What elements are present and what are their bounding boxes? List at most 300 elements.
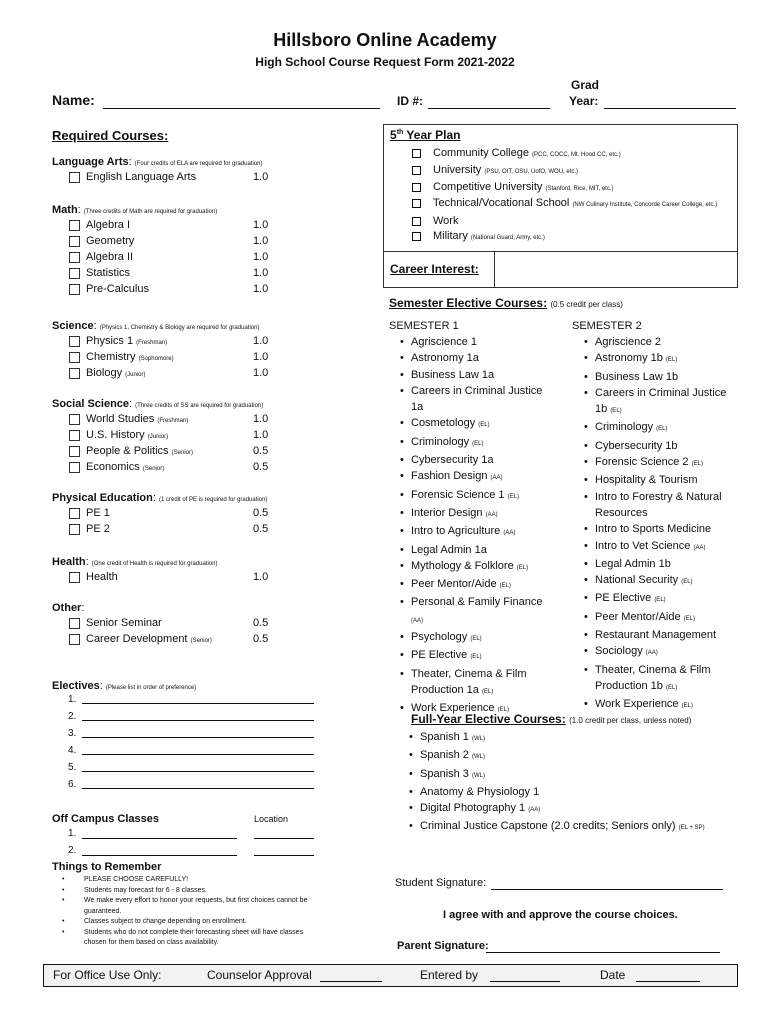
course-row bbox=[69, 459, 372, 475]
course-checkbox[interactable] bbox=[69, 172, 80, 183]
course-list-item bbox=[582, 627, 732, 643]
course-list-item bbox=[398, 383, 548, 416]
course-name: Theater, Cinema & Film Production 1b bbox=[595, 663, 711, 692]
course-checkbox[interactable] bbox=[69, 508, 80, 519]
elective-lines bbox=[52, 694, 322, 796]
course-row bbox=[69, 249, 372, 265]
section-colon: : bbox=[81, 602, 85, 614]
course-credit: 1.0 bbox=[253, 219, 269, 231]
course-tag: (WL) bbox=[472, 754, 485, 761]
course-name: Peer Mentor/Aide bbox=[595, 610, 681, 623]
course-section bbox=[52, 320, 372, 381]
course-row bbox=[69, 569, 372, 585]
course-name: Hospitality & Tourism bbox=[595, 474, 698, 487]
course-level: (Freshman) bbox=[136, 340, 168, 346]
course-name: Health bbox=[86, 571, 118, 583]
section-name: Social Science bbox=[52, 398, 130, 410]
course-credit: 1.0 bbox=[253, 429, 269, 441]
course-tag: (AA) bbox=[528, 807, 541, 814]
course-row bbox=[69, 349, 372, 365]
elective-line bbox=[52, 745, 322, 762]
course-name: Physics 1 bbox=[86, 335, 134, 347]
course-checkbox[interactable] bbox=[69, 446, 80, 457]
option-checkbox[interactable] bbox=[412, 183, 421, 192]
option-note: (PSU, OIT, OSU, UofO, WOU, etc.) bbox=[484, 169, 579, 175]
student-signature-label: Student Signature: bbox=[395, 877, 487, 889]
full-year-list bbox=[407, 729, 737, 837]
counselor-approval-field[interactable] bbox=[320, 967, 382, 982]
course-list-item bbox=[582, 662, 732, 697]
course-row bbox=[69, 333, 372, 349]
elective-field[interactable] bbox=[82, 737, 314, 738]
course-name: Intro to Sports Medicine bbox=[595, 523, 712, 536]
course-tag: (EL) bbox=[516, 564, 529, 571]
career-divider bbox=[384, 251, 737, 252]
section-name: Health bbox=[52, 556, 86, 568]
course-name: Digital Photography 1 bbox=[420, 802, 526, 815]
career-divider-vertical bbox=[494, 251, 495, 287]
section-colon: : bbox=[152, 492, 159, 504]
course-tag: (EL) bbox=[665, 357, 678, 364]
course-level: (Senior) bbox=[142, 466, 165, 472]
course-checkbox[interactable] bbox=[69, 368, 80, 379]
course-name: Geometry bbox=[86, 235, 135, 247]
course-name: U.S. History bbox=[86, 429, 145, 441]
id-field[interactable] bbox=[428, 94, 550, 109]
option-note: (Stanford, Rice, MIT, etc.) bbox=[545, 186, 614, 192]
section-colon: : bbox=[129, 398, 136, 410]
course-name: Sociology bbox=[595, 645, 643, 658]
course-credit: 1.0 bbox=[253, 335, 269, 347]
office-use-label: For Office Use Only: bbox=[53, 968, 162, 982]
semester-electives-title: Semester Elective Courses: bbox=[389, 296, 548, 310]
remember-item: • PLEASE CHOOSE CAREFULLY! bbox=[52, 875, 312, 886]
course-checkbox[interactable] bbox=[69, 634, 80, 645]
course-list-item bbox=[582, 350, 732, 368]
course-checkbox[interactable] bbox=[69, 236, 80, 247]
course-name: Restaurant Management bbox=[595, 629, 717, 642]
section-name: Science bbox=[52, 320, 94, 332]
course-name: Spanish 1 bbox=[420, 731, 469, 743]
course-checkbox[interactable] bbox=[69, 284, 80, 295]
course-credit: 1.0 bbox=[253, 367, 269, 379]
course-list-item bbox=[582, 643, 732, 661]
section-name: Physical Education bbox=[52, 492, 153, 504]
course-row bbox=[69, 169, 372, 185]
section-note: (One credit of Health is required for graduation) bbox=[91, 561, 218, 567]
course-tag: (EL) bbox=[499, 583, 512, 590]
course-name: Statistics bbox=[86, 267, 131, 279]
section-heading bbox=[52, 398, 372, 410]
career-interest-field[interactable] bbox=[496, 253, 734, 285]
course-row bbox=[69, 233, 372, 249]
remember-item: • Students who do not complete their forecasting sheet will have classes chosen for them based on class availability. bbox=[52, 928, 312, 949]
course-list-item bbox=[398, 576, 548, 594]
course-list-item bbox=[398, 452, 548, 468]
course-name: Intro to Vet Science bbox=[595, 539, 691, 552]
course-tag: (EL) bbox=[681, 579, 693, 586]
section-colon: : bbox=[85, 556, 92, 568]
section-note: (Three credits of Math are required for graduation) bbox=[83, 209, 218, 215]
location-label: Location bbox=[254, 814, 289, 824]
section-heading bbox=[52, 556, 372, 568]
course-row bbox=[69, 411, 372, 427]
fifth-year-text: Year Plan bbox=[406, 128, 461, 142]
course-tag: (EL) bbox=[472, 440, 484, 447]
course-name: Agriscience 2 bbox=[595, 336, 662, 348]
option-label: University bbox=[433, 164, 482, 176]
course-section bbox=[52, 156, 372, 185]
course-name: Senior Seminar bbox=[86, 617, 162, 629]
elective-number: 3. bbox=[68, 728, 77, 739]
fifth-year-options bbox=[412, 146, 734, 246]
course-name: Careers in Criminal Justice 1b bbox=[595, 386, 727, 416]
course-tag: (EL) bbox=[683, 615, 696, 622]
course-credit: 0.5 bbox=[253, 507, 269, 519]
elective-field[interactable] bbox=[82, 788, 314, 789]
elective-line bbox=[52, 779, 322, 796]
course-name: Economics bbox=[86, 461, 140, 473]
course-credit: 1.0 bbox=[253, 251, 269, 263]
fifth-year-option bbox=[412, 163, 734, 180]
course-name: Astronomy 1b bbox=[595, 352, 663, 365]
office-use-box bbox=[43, 964, 738, 987]
course-list-item bbox=[398, 334, 548, 350]
option-checkbox[interactable] bbox=[412, 199, 421, 208]
course-checkbox[interactable] bbox=[69, 336, 80, 347]
elective-number: 2. bbox=[68, 711, 77, 722]
course-list-item bbox=[398, 647, 548, 665]
date-field[interactable] bbox=[636, 967, 700, 982]
course-name: Legal Admin 1a bbox=[411, 543, 487, 556]
semester-1-label: SEMESTER 1 bbox=[389, 320, 459, 332]
course-name: Pre-Calculus bbox=[86, 283, 149, 295]
course-name: Agriscience 1 bbox=[411, 336, 478, 348]
course-tag: (EL) bbox=[654, 597, 666, 604]
course-credit: 1.0 bbox=[253, 267, 269, 279]
course-section bbox=[52, 204, 372, 297]
course-tag: (AA) bbox=[645, 650, 658, 657]
section-name: Other bbox=[52, 602, 82, 614]
course-level: (Senior) bbox=[190, 638, 212, 644]
course-checkbox[interactable] bbox=[69, 524, 80, 535]
fifth-year-option bbox=[412, 229, 734, 246]
course-name: Criminology bbox=[411, 435, 470, 448]
option-label: Technical/Vocational School bbox=[433, 197, 570, 209]
course-name: Mythology & Folklore bbox=[411, 559, 514, 572]
course-name: PE 2 bbox=[86, 523, 110, 535]
name-label: Name: bbox=[52, 92, 95, 108]
course-tag: (EL) bbox=[497, 707, 509, 714]
course-name: Career Development bbox=[86, 633, 188, 645]
course-name: Theater, Cinema & Film Production 1a bbox=[411, 667, 527, 696]
option-checkbox[interactable] bbox=[412, 166, 421, 175]
course-checkbox[interactable] bbox=[69, 430, 80, 441]
remember-item: • We make every effort to honor your requests, but first choices cannot be guaranteed. bbox=[52, 896, 312, 917]
course-tag: (EL) bbox=[665, 684, 678, 691]
course-list-item bbox=[407, 747, 737, 765]
elective-field[interactable] bbox=[82, 703, 314, 704]
course-section bbox=[52, 556, 372, 585]
course-tag: (AA) bbox=[485, 511, 498, 518]
parent-signature-field[interactable] bbox=[486, 939, 720, 953]
course-tag: (EL) bbox=[656, 426, 668, 433]
course-name: World Studies bbox=[86, 413, 155, 425]
course-name: Criminology bbox=[595, 421, 654, 434]
course-name: Algebra II bbox=[86, 251, 134, 263]
course-name: English Language Arts bbox=[86, 171, 197, 183]
option-label: Competitive University bbox=[433, 181, 543, 193]
agreement-text: I agree with and approve the course choices. bbox=[443, 909, 678, 921]
course-list-item bbox=[582, 521, 732, 537]
grad-year-field[interactable] bbox=[604, 94, 736, 109]
course-name: Forensic Science 2 bbox=[595, 456, 689, 469]
course-tag: (AA) bbox=[693, 544, 706, 551]
course-name: Biology bbox=[86, 367, 123, 379]
course-level: (Sophomore) bbox=[138, 356, 174, 362]
off-campus-heading: Off Campus Classes bbox=[52, 813, 159, 825]
elective-line bbox=[52, 711, 322, 728]
course-name: People & Politics bbox=[86, 445, 169, 457]
section-note: (Physics 1, Chemistry & Biology are required for graduation) bbox=[99, 325, 260, 331]
section-note: (1 credit of PE is required for graduation) bbox=[159, 497, 268, 503]
section-colon: : bbox=[93, 320, 100, 332]
course-name: Cybersecurity 1a bbox=[411, 454, 494, 467]
course-credit: 0.5 bbox=[253, 523, 269, 535]
remember-heading: Things to Remember bbox=[52, 861, 162, 873]
course-row bbox=[69, 521, 372, 537]
elective-line bbox=[52, 762, 322, 779]
course-credit: 0.5 bbox=[253, 617, 269, 629]
counselor-approval-label: Counselor Approval bbox=[207, 968, 312, 982]
grad-label: Grad bbox=[571, 78, 600, 92]
course-credit: 0.5 bbox=[253, 633, 269, 645]
course-name: Careers in Criminal Justice 1a bbox=[411, 384, 543, 414]
semester-electives-heading bbox=[389, 296, 623, 310]
course-tag: (AA) bbox=[490, 475, 503, 482]
course-name: Spanish 3 bbox=[420, 767, 469, 780]
course-list-item bbox=[398, 350, 548, 366]
course-checkbox[interactable] bbox=[69, 414, 80, 425]
remember-item: • Students may forecast for 6 - 8 classes. bbox=[52, 886, 312, 897]
electives-label: Electives bbox=[52, 680, 100, 692]
course-name: Business Law 1a bbox=[411, 368, 495, 381]
off-campus-location-field[interactable] bbox=[254, 838, 314, 839]
course-section bbox=[52, 398, 372, 475]
option-label: Military bbox=[433, 230, 468, 242]
course-checkbox[interactable] bbox=[69, 572, 80, 583]
required-courses-heading: Required Courses: bbox=[52, 128, 169, 143]
course-name: Intro to Agriculture bbox=[411, 525, 501, 538]
course-list-item bbox=[582, 556, 732, 572]
option-checkbox[interactable] bbox=[412, 149, 421, 158]
course-credit: 1.0 bbox=[253, 571, 269, 583]
course-list-item bbox=[582, 609, 732, 627]
course-tag: (EL) bbox=[478, 422, 490, 429]
course-row bbox=[69, 217, 372, 233]
course-list-item bbox=[407, 818, 737, 836]
course-name: Intro to Forestry & Natural Resources bbox=[595, 490, 722, 519]
remember-item: • Classes subject to change depending on enrollment. bbox=[52, 917, 312, 928]
date-label: Date bbox=[600, 968, 626, 982]
course-checkbox[interactable] bbox=[69, 268, 80, 279]
course-credit: 1.0 bbox=[253, 171, 269, 183]
elective-line bbox=[52, 728, 322, 745]
course-name: Criminal Justice Capstone (2.0 credits; Seniors only) bbox=[420, 820, 676, 833]
remember-list bbox=[52, 875, 312, 949]
form-title: Hillsboro Online Academy bbox=[273, 30, 497, 50]
course-list-item bbox=[582, 472, 732, 488]
course-tag: (WL) bbox=[472, 772, 485, 779]
course-list-item bbox=[582, 538, 732, 556]
course-name: Fashion Design bbox=[411, 470, 488, 483]
student-signature-field[interactable] bbox=[491, 876, 723, 890]
fifth-year-option bbox=[412, 214, 734, 229]
course-checkbox[interactable] bbox=[69, 252, 80, 263]
form-subtitle: High School Course Request Form 2021-2022 bbox=[255, 55, 515, 69]
fifth-year-heading bbox=[390, 128, 460, 142]
section-note: (Four credits of ELA are required for graduation) bbox=[134, 161, 263, 167]
course-credit: 0.5 bbox=[253, 461, 269, 473]
semester-electives-note: (0.5 credit per class) bbox=[550, 300, 623, 309]
course-name: Business Law 1b bbox=[595, 370, 679, 383]
course-section bbox=[52, 602, 372, 647]
course-tag: (EL) bbox=[481, 688, 494, 695]
course-list-item bbox=[582, 572, 732, 590]
course-tag: (EL) bbox=[610, 408, 622, 415]
course-tag: (EL) bbox=[681, 703, 693, 710]
course-name: PE Elective bbox=[411, 649, 468, 662]
elective-number: 4. bbox=[68, 745, 77, 756]
course-name: Chemistry bbox=[86, 351, 136, 363]
course-checkbox[interactable] bbox=[69, 618, 80, 629]
course-list-item bbox=[398, 434, 548, 452]
course-credit: 1.0 bbox=[253, 413, 269, 425]
off-campus-number: 1. bbox=[68, 828, 77, 839]
course-checkbox[interactable] bbox=[69, 462, 80, 473]
course-tag: (WL) bbox=[472, 736, 485, 742]
course-row bbox=[69, 443, 372, 459]
course-tag: (EL) bbox=[691, 461, 703, 468]
course-list-item bbox=[398, 468, 548, 486]
off-campus-class-field[interactable] bbox=[82, 838, 237, 839]
option-label: Work bbox=[433, 215, 459, 227]
course-list-item bbox=[398, 523, 548, 541]
course-level: (Senior) bbox=[171, 450, 193, 456]
electives-heading: Electives: (Please list in order of preference) bbox=[52, 680, 197, 692]
course-list-item bbox=[398, 594, 548, 629]
course-section bbox=[52, 492, 372, 537]
off-campus-class-field[interactable] bbox=[82, 855, 237, 856]
section-heading bbox=[52, 602, 372, 614]
section-colon: : bbox=[128, 156, 135, 168]
course-name: Work Experience bbox=[411, 702, 495, 715]
section-note: (Three credits of SS are required for graduation) bbox=[135, 403, 264, 409]
fifth-year-option bbox=[412, 180, 734, 197]
course-tag: (EL) bbox=[470, 636, 482, 643]
course-name: Legal Admin 1b bbox=[595, 557, 671, 570]
course-name: Personal & Family Finance bbox=[411, 596, 543, 609]
course-name: PE 1 bbox=[86, 507, 110, 519]
course-name: Astronomy 1a bbox=[411, 352, 479, 365]
course-list-item bbox=[398, 505, 548, 523]
course-tag: (AA) bbox=[411, 617, 423, 624]
option-note: (PCC, COCC, Mt. Hood CC, etc.) bbox=[532, 152, 621, 158]
section-heading bbox=[52, 156, 372, 168]
course-credit: 1.0 bbox=[253, 235, 269, 247]
course-level: (Junior) bbox=[147, 434, 169, 440]
elective-field[interactable] bbox=[82, 754, 314, 755]
section-name: Language Arts bbox=[52, 156, 129, 168]
course-name: PE Elective bbox=[595, 592, 652, 605]
course-row bbox=[69, 505, 372, 521]
course-credit: 1.0 bbox=[253, 351, 269, 363]
name-field[interactable] bbox=[103, 94, 380, 109]
elective-number: 5. bbox=[68, 762, 77, 773]
entered-by-field[interactable] bbox=[490, 967, 560, 982]
course-level: (Freshman) bbox=[157, 418, 189, 424]
option-note: (NW Culinary Institute, Concorde Career College, etc.) bbox=[572, 202, 718, 208]
course-name: Cybersecurity 1b bbox=[595, 439, 678, 452]
course-list-item bbox=[398, 367, 548, 383]
course-list-item bbox=[582, 385, 732, 420]
course-name: Spanish 2 bbox=[420, 749, 469, 762]
fifth-year-sup: th bbox=[396, 129, 404, 136]
course-name: Anatomy & Physiology 1 bbox=[420, 785, 540, 798]
elective-line bbox=[52, 694, 322, 711]
course-row bbox=[69, 281, 372, 297]
course-tag: (AA) bbox=[503, 530, 516, 537]
course-row bbox=[69, 365, 372, 381]
course-row bbox=[69, 615, 372, 631]
course-tag: (EL) bbox=[470, 654, 482, 661]
course-row bbox=[69, 631, 372, 647]
section-colon: : bbox=[77, 204, 84, 216]
option-checkbox[interactable] bbox=[412, 217, 421, 226]
fifth-year-option bbox=[412, 146, 734, 163]
full-year-heading bbox=[411, 712, 691, 726]
course-tag: (EL + SP) bbox=[678, 825, 705, 832]
course-list-item bbox=[582, 334, 732, 350]
course-name: Algebra I bbox=[86, 219, 131, 231]
course-list-item bbox=[582, 438, 732, 454]
section-heading bbox=[52, 204, 372, 216]
course-list-item bbox=[582, 489, 732, 522]
option-checkbox[interactable] bbox=[412, 232, 421, 241]
section-heading bbox=[52, 320, 372, 332]
off-campus-location-field[interactable] bbox=[254, 855, 314, 856]
option-note: (National Guard, Army, etc.) bbox=[470, 235, 545, 241]
course-list-item bbox=[582, 454, 732, 472]
course-checkbox[interactable] bbox=[69, 352, 80, 363]
id-label: ID #: bbox=[397, 94, 424, 108]
course-list-item bbox=[407, 729, 737, 747]
course-list-item bbox=[398, 542, 548, 558]
course-list-item bbox=[398, 558, 548, 576]
off-campus-number: 2. bbox=[68, 845, 77, 856]
course-list-item bbox=[582, 369, 732, 385]
elective-field[interactable] bbox=[82, 771, 314, 772]
course-list-item bbox=[407, 784, 737, 800]
year-label: Year: bbox=[569, 94, 599, 108]
full-year-note: (1.0 credit per class, unless noted) bbox=[569, 716, 692, 725]
elective-field[interactable] bbox=[82, 720, 314, 721]
fifth-year-plan-box bbox=[383, 124, 738, 288]
section-name: Math bbox=[52, 204, 78, 216]
course-list-item bbox=[398, 415, 548, 433]
course-checkbox[interactable] bbox=[69, 220, 80, 231]
semester-2-list bbox=[582, 334, 732, 715]
